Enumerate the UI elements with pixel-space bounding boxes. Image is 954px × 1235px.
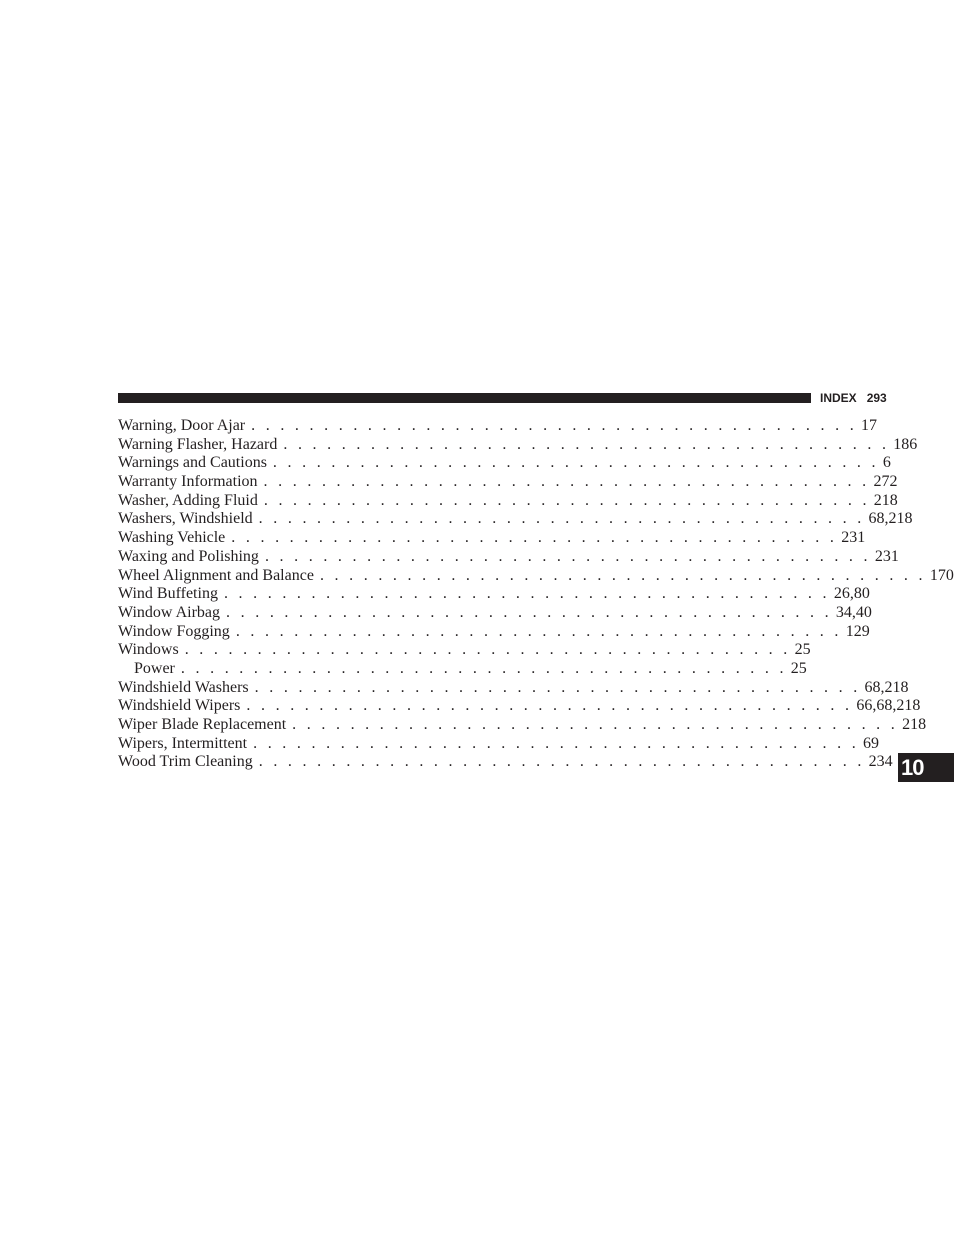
leader-dots: . . . . . . . . . . . . . . . . . . . . . . . . . . . . . . . . . . . . . . . . . .	[263, 491, 870, 509]
entry-term: Wood Trim Cleaning	[118, 753, 253, 771]
leader-dots: . . . . . . . . . . . . . . . . . . . . . . . . . . . . . . . . . . . . . . . . . .	[258, 510, 865, 528]
index-entry	[118, 585, 870, 604]
leader-dots: . . . . . . . . . . . . . . . . . . . . . . . . . . . . . . . . . . . . . . . . . .	[223, 585, 830, 603]
entry-term: Waxing and Polishing	[118, 547, 259, 565]
entry-pages: 218	[873, 491, 898, 509]
leader-dots: . . . . . . . . . . . . . . . . . . . . . . . . . . . . . . . . . . . . . . . . . .	[283, 435, 890, 453]
index-entry	[118, 473, 898, 492]
entry-term: Wheel Alignment and Balance	[118, 566, 314, 584]
entry-pages: 129	[845, 622, 870, 640]
section-title: INDEX	[820, 391, 857, 405]
entry-term: Wind Buffeting	[118, 585, 218, 603]
index-entry	[118, 603, 872, 623]
leader-dots: . . . . . . . . . . . . . . . . . . . . . . . . . . . . . . . . . . . . . . . . . .	[231, 529, 838, 547]
index-entry	[118, 491, 898, 511]
leader-dots: . . . . . . . . . . . . . . . . . . . . . . . . . . . . . . . . . . . . . . . . . .	[263, 473, 870, 491]
entry-term: Wipers, Intermittent	[118, 734, 248, 752]
index-entry	[118, 547, 899, 567]
entry-term: Wiper Blade Replacement	[118, 716, 287, 733]
entry-term: Windshield Washers	[118, 678, 249, 696]
index-entry	[118, 454, 891, 473]
entry-term: Washers, Windshield	[118, 510, 253, 528]
leader-dots: . . . . . . . . . . . . . . . . . . . . . . . . . . . . . . . . . . . . . . . . . .	[292, 716, 899, 733]
entry-pages: 26,80	[833, 585, 870, 603]
index-entry	[118, 734, 879, 754]
index-entry	[118, 510, 913, 529]
index-entry	[118, 753, 893, 772]
leader-dots: . . . . . . . . . . . . . . . . . . . . . . . . . . . . . . . . . . . . . . . . . .	[253, 734, 859, 752]
leader-dots: . . . . . . . . . . . . . . . . . . . . . . . . . . . . . . . . . . . . . . . . . .	[264, 547, 871, 565]
entry-term: Warning Flasher, Hazard	[118, 435, 278, 453]
entry-pages: 34,40	[835, 603, 872, 621]
index-entry	[118, 697, 921, 716]
entry-term: Washer, Adding Fluid	[118, 491, 258, 509]
entry-pages: 66,68,218	[856, 697, 921, 715]
entry-pages: 68,218	[868, 510, 913, 528]
index-entry	[118, 417, 878, 436]
entry-pages: 25	[794, 641, 811, 659]
entry-pages: 234	[868, 753, 893, 771]
leader-dots: . . . . . . . . . . . . . . . . . . . . . . . . . . . . . . . . . . . . . . . . . .	[319, 566, 926, 584]
entry-pages: 186	[893, 435, 918, 453]
leader-dots: . . . . . . . . . . . . . . . . . . . . . . . . . . . . . . . . . . . . . . . . . .	[184, 641, 791, 659]
index-entry	[118, 529, 866, 548]
entry-term: Windows	[118, 641, 179, 659]
entry-term: Washing Vehicle	[118, 529, 226, 547]
index-subentry	[118, 659, 807, 679]
entry-pages: 6	[882, 454, 891, 472]
entry-pages: 69	[863, 734, 879, 752]
leader-dots: . . . . . . . . . . . . . . . . . . . . . . . . . . . . . . . . . . . . . . . . . .	[251, 417, 858, 434]
leader-dots: . . . . . . . . . . . . . . . . . . . . . . . . . . . . . . . . . . . . . . . . . .	[180, 659, 787, 677]
entry-pages: 218	[902, 716, 927, 733]
entry-pages: 231	[874, 547, 899, 565]
running-header	[820, 389, 887, 407]
entry-term: Warranty Information	[118, 473, 258, 491]
entry-pages: 17	[861, 417, 878, 434]
leader-dots: . . . . . . . . . . . . . . . . . . . . . . . . . . . . . . . . . . . . . . . . . .	[254, 678, 861, 696]
page-number: 293	[866, 391, 887, 405]
entry-term: Warnings and Cautions	[118, 454, 267, 472]
entry-term: Power	[134, 659, 175, 677]
index-entry	[118, 622, 870, 642]
chapter-tab: 10	[898, 753, 954, 782]
entry-pages: 272	[873, 473, 898, 491]
entry-pages: 170	[929, 566, 954, 584]
entry-term: Window Fogging	[118, 622, 230, 640]
entry-pages: 68,218	[864, 678, 909, 696]
leader-dots: . . . . . . . . . . . . . . . . . . . . . . . . . . . . . . . . . . . . . . . . . .	[258, 753, 865, 771]
entry-term: Window Airbag	[118, 603, 221, 621]
entry-pages: 25	[790, 659, 807, 677]
index-entry	[118, 678, 909, 698]
index-entry	[118, 641, 811, 660]
index-entry	[118, 566, 954, 586]
leader-dots: . . . . . . . . . . . . . . . . . . . . . . . . . . . . . . . . . . . . . . . . . .	[272, 454, 879, 472]
leader-dots: . . . . . . . . . . . . . . . . . . . . . . . . . . . . . . . . . . . . . . . . . .	[226, 603, 832, 621]
entry-term: Windshield Wipers	[118, 697, 241, 715]
entry-pages: 231	[841, 529, 866, 547]
header-rule	[118, 393, 811, 403]
index-entry	[118, 716, 927, 735]
leader-dots: . . . . . . . . . . . . . . . . . . . . . . . . . . . . . . . . . . . . . . . . . .	[246, 697, 853, 715]
entry-term: Warning, Door Ajar	[118, 417, 246, 434]
index-entry	[118, 435, 918, 455]
leader-dots: . . . . . . . . . . . . . . . . . . . . . . . . . . . . . . . . . . . . . . . . . .	[235, 622, 842, 640]
